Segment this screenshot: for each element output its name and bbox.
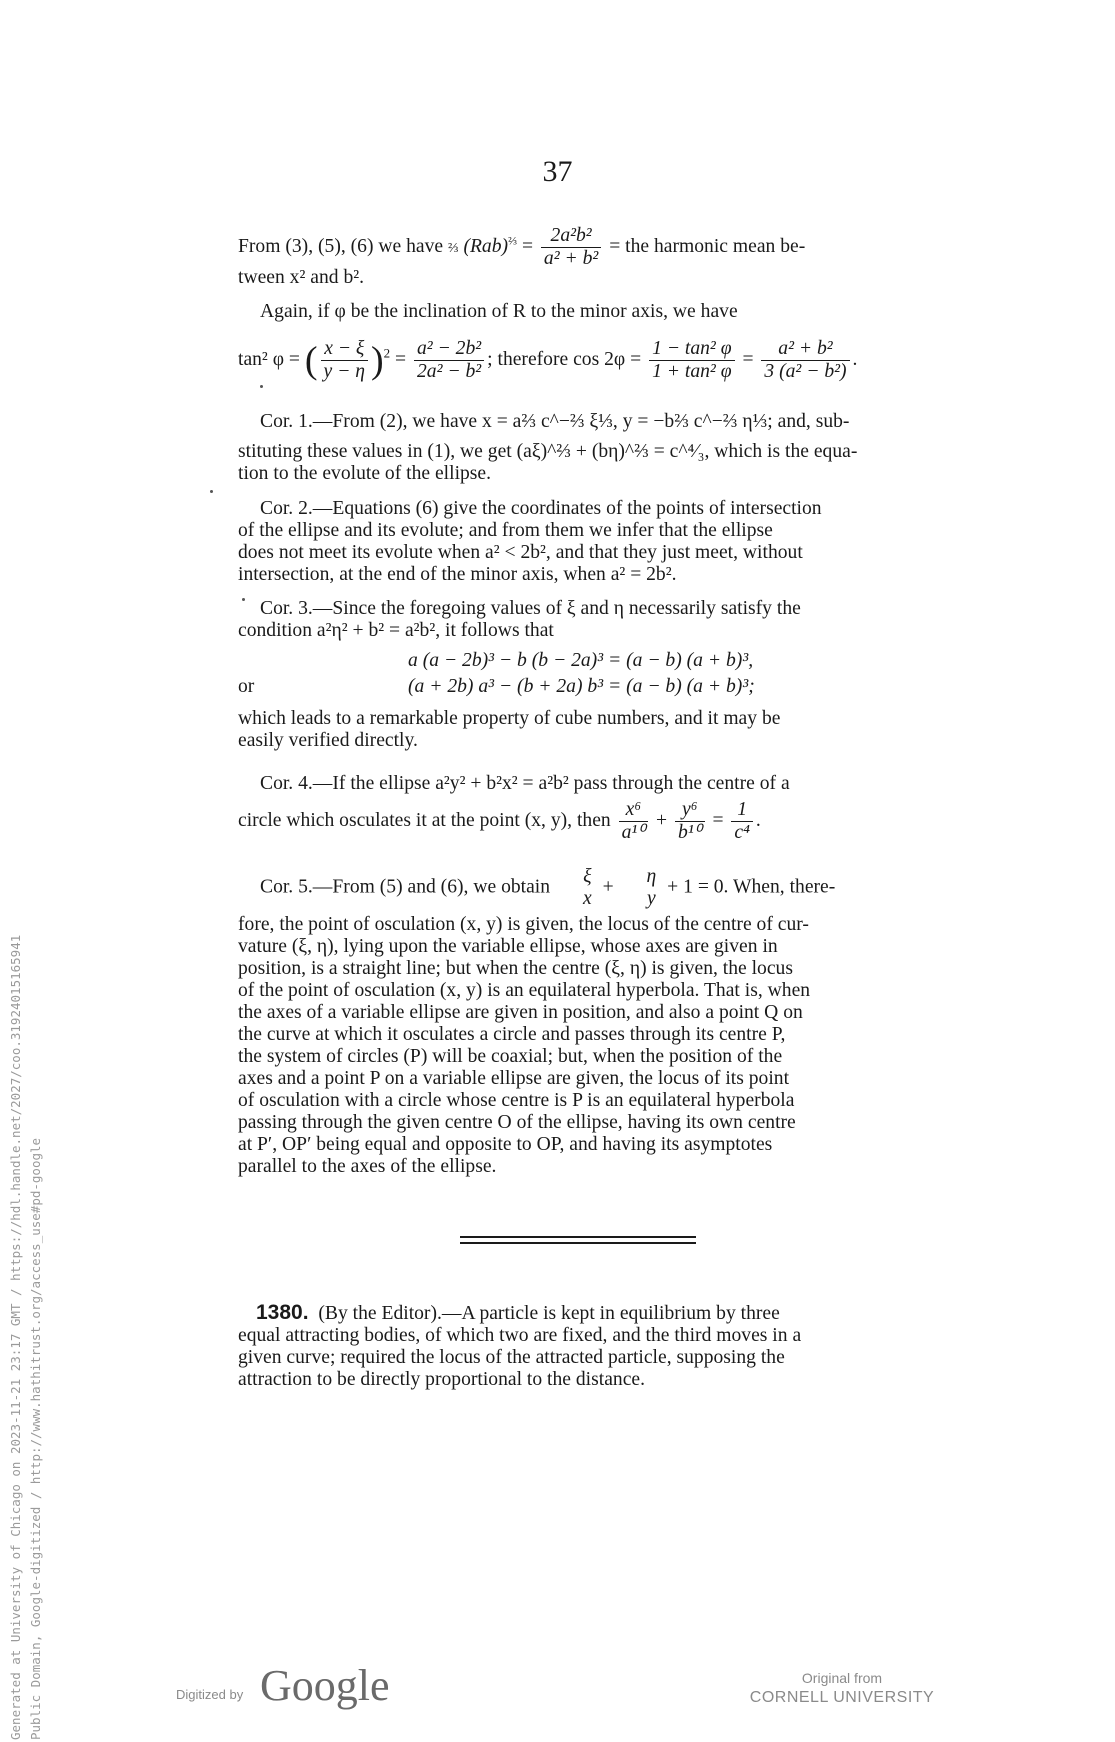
paren-fraction: $\frac{x - \xi}{y - \eta}$ [321,338,368,383]
cor2-line-3: does not meet its evolute when a² < 2b², and that they just meet, without [238,542,803,563]
cor4-line-2: circle which osculates it at the point (x, y), then $\frac{\text{x⁶}}{\text{a¹⁰}}$ + $\frac{\text{y⁶}}{\text{b¹⁰}}$ = $\frac{1}{\text{c⁴}}$ . [238,799,761,843]
cor3-line-2: condition a²η² + b² = a²b², it follows that [238,620,554,641]
google-logo: Google [260,1661,390,1710]
cor4-line-1: Cor. 4.—If the ellipse a²y² + b²x² = a²b² pass through the centre of a [260,773,790,794]
tan-equation: tan² φ = ( $\frac{x - \xi}{y - \eta}$ )$^2$ = $\frac{\text{a² − 2b²}}{\text{2a² − b²}}$ ; therefore cos 2φ = $\frac{\text{1 − tan² φ}}{\text{1 + tan² φ}}$ = $\frac{\text{a² + b²}}{\text{3 (a² − b²)}}$ . [238,338,858,382]
digitized-by-label: Digitized by [176,1687,244,1702]
cor5-text-line: of osculation with a circle whose centre is P is an equilateral hyperbola [238,1090,795,1111]
separator-rule-bottom [460,1242,696,1244]
cube-equations [238,650,950,702]
problem-line-1-text: (By the Editor).—A particle is kept in equilibrium by three [318,1303,780,1324]
cor4-line-2-prefix: circle which osculates it at the point (x, y), then [238,810,611,831]
cor5-text-line: axes and a point P on a variable ellipse are given, the locus of its point [238,1068,790,1089]
cor5-text-line: the system of circles (P) will be coaxial; but, when the position of the [238,1046,783,1067]
cor3-line-4: easily verified directly. [238,730,418,751]
cor2-line-1: Cor. 2.—Equations (6) give the coordinates of the points of intersection [260,498,822,519]
harmonic-fraction: $\frac{\text{2a²b²}}{\text{a² + b²}}$ [541,225,601,270]
cor5-line-1: Cor. 5.—From (5) and (6), we obtain ξ x + η y + 1 = 0. When, there- [260,866,836,909]
left-paren: ( [304,339,318,382]
corollary-1 [238,411,950,485]
scan-speck [260,385,263,388]
cor5-suffix: + 1 = 0. When, there- [667,876,836,898]
cor1-line-3: tion to the evolute of the ellipse. [238,463,492,484]
cor4-fraction-2: $\frac{\text{y⁶}}{\text{b¹⁰}}$ [675,799,705,844]
cor3-line-3: which leads to a remarkable property of cube numbers, and it may be [238,708,781,729]
problem-number: 1380. [256,1301,309,1324]
cor4-fraction-1: $\frac{\text{x⁶}}{\text{a¹⁰}}$ [619,799,649,844]
therefore-text: ; therefore cos 2φ = [487,349,642,370]
harmonic-mean-line: From (3), (5), (6) we have ⅔ (Rab)$^{\frac{2}{3}}$ = $\frac{\text{2a²b²}}{\text{a² + b²}}$ = the harmonic mean be- [238,225,806,269]
problem-1380 [238,1302,950,1391]
tan-fraction-1: $\frac{\text{a² − 2b²}}{\text{2a² − b²}}$ [414,338,484,383]
problem-line-3: given curve; required the locus of the attracted particle, supposing the [238,1347,785,1368]
original-from-label: Original from [801,1670,883,1686]
page-number: 37 [542,155,573,188]
cor3-line-1: Cor. 3.—Since the foregoing values of ξ and η necessarily satisfy the [260,598,801,619]
problem-line-4: attraction to be directly proportional to the distance. [238,1369,645,1390]
intro-section [238,225,950,323]
corollary-2 [238,498,950,586]
cor5-text-line: passing through the given centre O of the ellipse, having its own centre [238,1112,796,1133]
cor5-text-line: the axes of a variable ellipse are given in position, and also a point Q on [238,1002,803,1023]
cor5-text-line: position, is a straight line; but when the centre (ξ, η) is given, the locus [238,958,793,979]
separator-rule-top [460,1236,696,1238]
cor5-text-line: of the point of osculation (x, y) is an equilateral hyperbola. That is, when [238,980,811,1001]
tan-fraction-3: $\frac{\text{a² + b²}}{\text{3 (a² − b²)}}$ [761,338,849,383]
cor5-text-line: parallel to the axes of the ellipse. [238,1156,497,1177]
tan-fraction-2: $\frac{\text{1 − tan² φ}}{\text{1 + tan² φ}}$ [649,338,734,383]
corollary-3 [238,598,950,752]
cor2-line-2: of the ellipse and its evolute; and from them we infer that the ellipse [238,520,773,541]
corollary-4 [238,773,950,844]
cor1-line-1: Cor. 1.—From (2), we have x = a⅔ c^−⅔ ξ⅓, y = −b⅔ c^−⅔ η⅓; and, sub- [260,411,850,432]
cor5-text-line: the curve at which it osculates a circle and passes through its centre P, [238,1024,786,1045]
two-thirds-fraction: ⅔ [448,241,459,256]
cor5-prefix: Cor. 5.—From (5) and (6), we obtain [260,876,551,898]
intro-prefix: From (3), (5), (6) we have [238,236,444,257]
original-from [742,1670,942,1707]
cor5-text-line: at P′, OP′ being equal and opposite to OP, and having its asymptotes [238,1134,773,1155]
cor5-fraction-2: η y [646,866,657,909]
harmonic-mean-suffix: = the harmonic mean be- [609,236,806,257]
watermark-line-2: Public Domain, Google-digitized / http://www.hathitrust.org/access_use#pd-google [28,1137,43,1740]
tan-lhs: tan² φ = [238,349,300,370]
cor5-text-line: fore, the point of osculation (x, y) is given, the locus of the centre of cur- [238,914,809,935]
institution-name: CORNELL UNIVERSITY [749,1689,935,1706]
cube-equation-2: (a + 2b) a³ − (b + 2a) b³ = (a − b) (a + b)³; [408,676,755,697]
problem-line-2: equal attracting bodies, of which two are fixed, and the third moves in a [238,1325,802,1346]
scan-speck [242,598,245,601]
corollary-5 [238,866,950,1178]
rab-term: (Rab) [463,236,509,257]
cor1-line-2: stituting these values in (1), we get (aξ)^⅔ + (bη)^⅔ = c^⁴⁄₃, which is the equa- [238,441,858,462]
hathitrust-watermark [6,935,46,1740]
cor4-fraction-3: $\frac{1}{\text{c⁴}}$ [731,799,753,844]
cor2-line-4: intersection, at the end of the minor axis, when a² = 2b². [238,564,677,585]
again-line: Again, if φ be the inclination of R to the minor axis, we have [260,301,738,322]
cube-equation-1: a (a − 2b)³ − b (b − 2a)³ = (a − b) (a + b)³, [408,650,754,671]
cor5-text-line: vature (ξ, η), lying upon the variable ellipse, whose axes are given in [238,936,778,957]
problem-line-1 [238,1302,950,1325]
right-paren: ) [370,339,384,382]
cor5-paragraph [238,914,950,1178]
or-label: or [238,676,255,697]
intro-line-2: tween x² and b². [238,267,365,288]
cor5-fraction-1: ξ x [582,866,592,909]
scan-speck [210,490,213,493]
watermark-line-1: Generated at University of Chicago on 2023-11-21 23:17 GMT / https://hdl.handle.net/2027/coo.31924015165941 [8,934,23,1740]
